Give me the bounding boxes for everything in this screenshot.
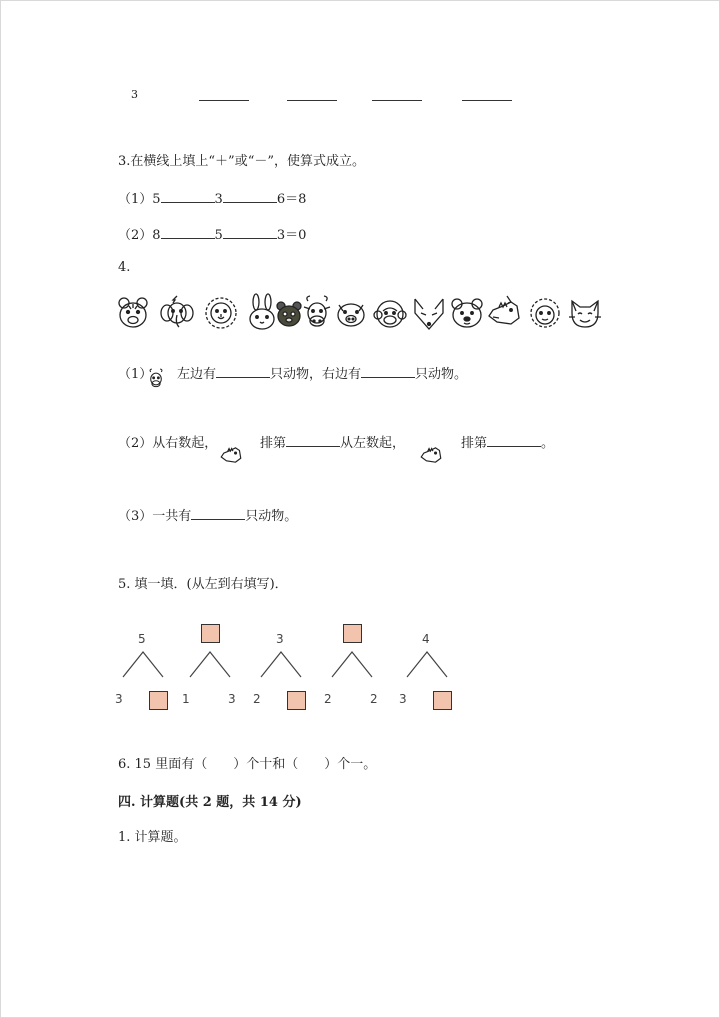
tree-left-number: 1 xyxy=(182,692,190,706)
answer-blank[interactable] xyxy=(286,434,340,447)
q4-sub1-text-b: 只动物，右边有 xyxy=(270,367,362,382)
q4-sub1-prefix: （1） xyxy=(118,367,153,382)
tree-branches xyxy=(188,650,232,680)
q4-sub2-text2 xyxy=(461,432,554,451)
q3-row2-mid: 5 xyxy=(214,228,223,243)
tree-left-number: 3 xyxy=(399,692,407,706)
q3-row2-end: 3＝0 xyxy=(276,228,307,243)
answer-blank[interactable] xyxy=(487,434,541,447)
tree-right-number: 3 xyxy=(228,692,236,706)
section4-title: 四. 计算题(共 2 题，共 14 分) xyxy=(118,795,302,810)
answer-blank[interactable] xyxy=(161,226,215,239)
tree-top-number: 3 xyxy=(276,632,284,646)
answer-blank[interactable] xyxy=(191,507,245,520)
q4-sub3 xyxy=(118,505,297,524)
q3-row1 xyxy=(118,188,306,207)
answer-blank[interactable] xyxy=(372,88,422,101)
answer-blank[interactable] xyxy=(361,365,415,378)
q3-row1-prefix: （1）5 xyxy=(118,192,161,207)
tree-branches xyxy=(259,650,303,680)
q4-sub1-text xyxy=(177,363,467,382)
tree-top-answer-box[interactable] xyxy=(201,624,220,643)
elephant-icon xyxy=(160,293,194,333)
q5-title: 5. 填一填．(从左到右填写)． xyxy=(118,577,288,592)
horse-icon xyxy=(218,442,244,468)
tree-branches xyxy=(121,650,165,680)
cat-icon xyxy=(568,293,602,333)
tree-right-answer-box[interactable] xyxy=(287,691,306,710)
q4-sub2-text-b: 从左数起， xyxy=(340,436,406,451)
answer-blank[interactable] xyxy=(223,190,277,203)
tree-top-answer-box[interactable] xyxy=(343,624,362,643)
fox-icon xyxy=(412,293,446,333)
tree-branches xyxy=(330,650,374,680)
q3-row1-mid: 3 xyxy=(214,192,223,207)
answer-blank[interactable] xyxy=(199,88,249,101)
tree-top-number: 5 xyxy=(138,632,146,646)
lion-icon xyxy=(204,293,238,333)
q6-text: 6. 15 里面有（ ）个十和（ ）个一。 xyxy=(118,757,377,772)
answer-blank[interactable] xyxy=(223,226,277,239)
tree-branches xyxy=(405,650,449,680)
tree-left-number: 2 xyxy=(324,692,332,706)
q4-sub3-text-b: 只动物。 xyxy=(245,509,298,524)
top-line-blanks xyxy=(199,88,512,105)
q4-sub2-text xyxy=(260,432,405,451)
tree-right-number: 2 xyxy=(370,692,378,706)
calc-text: 1. 计算题。 xyxy=(118,830,187,845)
horse-icon xyxy=(418,442,444,468)
cow-icon xyxy=(146,366,166,392)
tiger-icon xyxy=(116,293,150,333)
bear-icon xyxy=(450,293,484,333)
q3-row1-end: 6＝8 xyxy=(276,192,307,207)
cow-icon xyxy=(300,293,334,333)
monkey-icon xyxy=(373,293,407,333)
tree-top-number: 4 xyxy=(422,632,430,646)
answer-blank[interactable] xyxy=(462,88,512,101)
tree-right-answer-box[interactable] xyxy=(433,691,452,710)
answer-blank[interactable] xyxy=(161,190,215,203)
tree-left-number: 3 xyxy=(115,692,123,706)
q3-row2 xyxy=(118,224,306,243)
q4-sub2-text-c: 排第 xyxy=(461,436,488,451)
top-line-number: 3 xyxy=(131,88,138,101)
q4-sub3-text-a: （3）一共有 xyxy=(118,509,192,524)
tree-right-answer-box[interactable] xyxy=(149,691,168,710)
answer-blank[interactable] xyxy=(216,365,270,378)
sheep-icon xyxy=(528,293,562,333)
q4-number: 4. xyxy=(118,260,131,275)
tree-left-number: 2 xyxy=(253,692,261,706)
q3-row2-prefix: （2）8 xyxy=(118,228,161,243)
horse-icon xyxy=(487,293,521,333)
q3-title: 3.在横线上填上“＋”或“－”，使算式成立。 xyxy=(118,154,365,169)
q4-sub1-text-a: 左边有 xyxy=(177,367,217,382)
pig-icon xyxy=(334,293,368,333)
answer-blank[interactable] xyxy=(287,88,337,101)
q4-sub2-text-d: 。 xyxy=(541,436,555,451)
q4-sub2-prefix: （2）从右数起， xyxy=(118,436,218,451)
q4-sub2-text-a: 排第 xyxy=(260,436,287,451)
q4-sub1-text-c: 只动物。 xyxy=(415,367,468,382)
